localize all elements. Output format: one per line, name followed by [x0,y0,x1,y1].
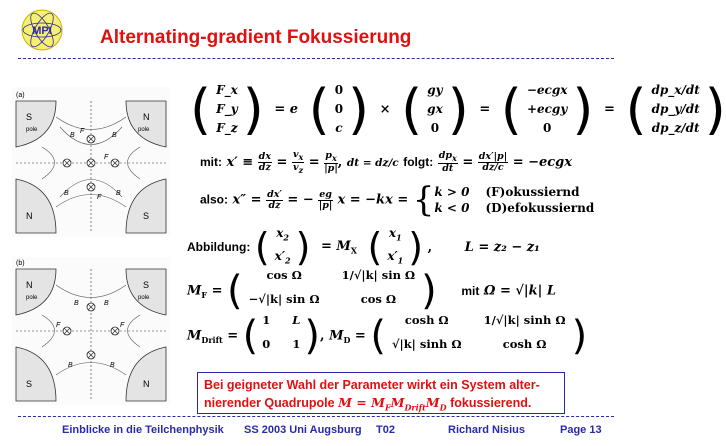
pole-a-word-1: pole [26,127,38,133]
slope-definition: mit: x′ ≡ $\frac{dx}{dz}$ = $\frac{v_x}{v_z}$ = $\frac{p_x}{|p|}$ , dt = dz/c folgt: $\frac{dp_x}{dt}$ = $\frac{dx'|p|}{dz/c}$ = −ecgx [200,149,573,175]
top-divider [18,58,614,59]
fig-a-b-3: B [64,190,69,197]
pole-b-3: S [26,379,33,389]
equation-of-motion: also: x″ = $\frac{dx'}{dz}$ = − $\frac{eg}{|p|}$ x = −kx = { k > 0 (F)okussiernd k < 0 (D)efokussiernd [200,180,595,220]
transfer-map-equation: Abbildung: ( $x_2$ $x'_2$ ) = $M_X$ ( $x_1$ $x'_1$ ) , L = z₂ − z₁ [187,225,540,270]
footer-term: SS 2003 Uni Augsburg [244,424,362,436]
mit-omega-label: mit [461,283,480,298]
pole-b-word-2: pole [138,295,150,301]
fig-a-f-3: F [104,154,109,161]
pole-b-2: S [143,280,150,290]
pole-a-4: S [143,211,150,221]
fig-a-b-2: B [112,132,117,139]
focusing-matrix: $M_F$ = ( cos Ω 1/√|k| sin Ω −√|k| sin Ω cos Ω ) mit Ω = √|k| L [187,268,557,314]
figure-b-label: (b) [16,260,25,267]
fig-a-b-4: B [116,190,121,197]
fig-b-b-1: B [74,300,79,307]
footer-page: Page 13 [560,424,602,436]
figure-a-label: (a) [16,92,25,99]
pole-b-1: N [26,280,33,290]
fig-a-b-1: B [70,132,75,139]
drift-defocus-matrices: $M_{Drift}$ = ( 1 L 0 1 ) , $M_D$ = ( cosh Ω 1/√|k| sinh Ω √|k| sinh Ω cosh Ω ) [187,313,588,359]
fig-b-f-1: F [56,322,61,329]
pole-a-word-2: pole [138,127,150,133]
pole-a-3: N [26,211,33,221]
folgt-label: folgt: [403,154,434,169]
pole-a-2: N [143,112,150,122]
bottom-divider [18,416,614,417]
logo-text: MPI [32,25,52,37]
lorentz-force-equation: ( F_x F_y F_z ) = e ( 0 0 c ) × ( gy gx 0 ) = ( −ecgx +ecgy 0 ) = ( dp_x/dt dp_y/dt dp_z/dt ) [190,78,726,141]
fig-b-f-2: F [120,322,125,329]
summary-line-1: Bei geigneter Wahl der Parameter wirkt ein System alter- [204,378,540,392]
fig-b-b-3: B [68,362,73,369]
mit-label: mit: [200,154,222,169]
quadrupole-figure-a [12,87,170,237]
summary-box [197,372,565,414]
mpi-logo [20,8,64,52]
fig-b-b-4: B [110,362,115,369]
pole-a-1: S [26,112,33,122]
abbildung-label: Abbildung: [187,239,251,254]
footer-number: T02 [376,424,395,436]
summary-line-2: nierender Quadrupole $M = M_FM_{Drift}M_D$ fokussierend. [204,395,532,413]
fig-a-f-1: F [80,128,85,135]
fig-a-f-2: F [97,194,102,201]
footer-course: Einblicke in die Teilchenphysik [62,424,224,436]
also-label: also: [200,192,229,207]
pole-b-word-1: pole [26,295,38,301]
page-title: Alternating-gradient Fokussierung [100,27,412,48]
footer-author: Richard Nisius [448,424,526,436]
fig-b-b-2: B [104,300,109,307]
quadrupole-figure-b [12,257,170,405]
pole-b-4: N [143,379,150,389]
